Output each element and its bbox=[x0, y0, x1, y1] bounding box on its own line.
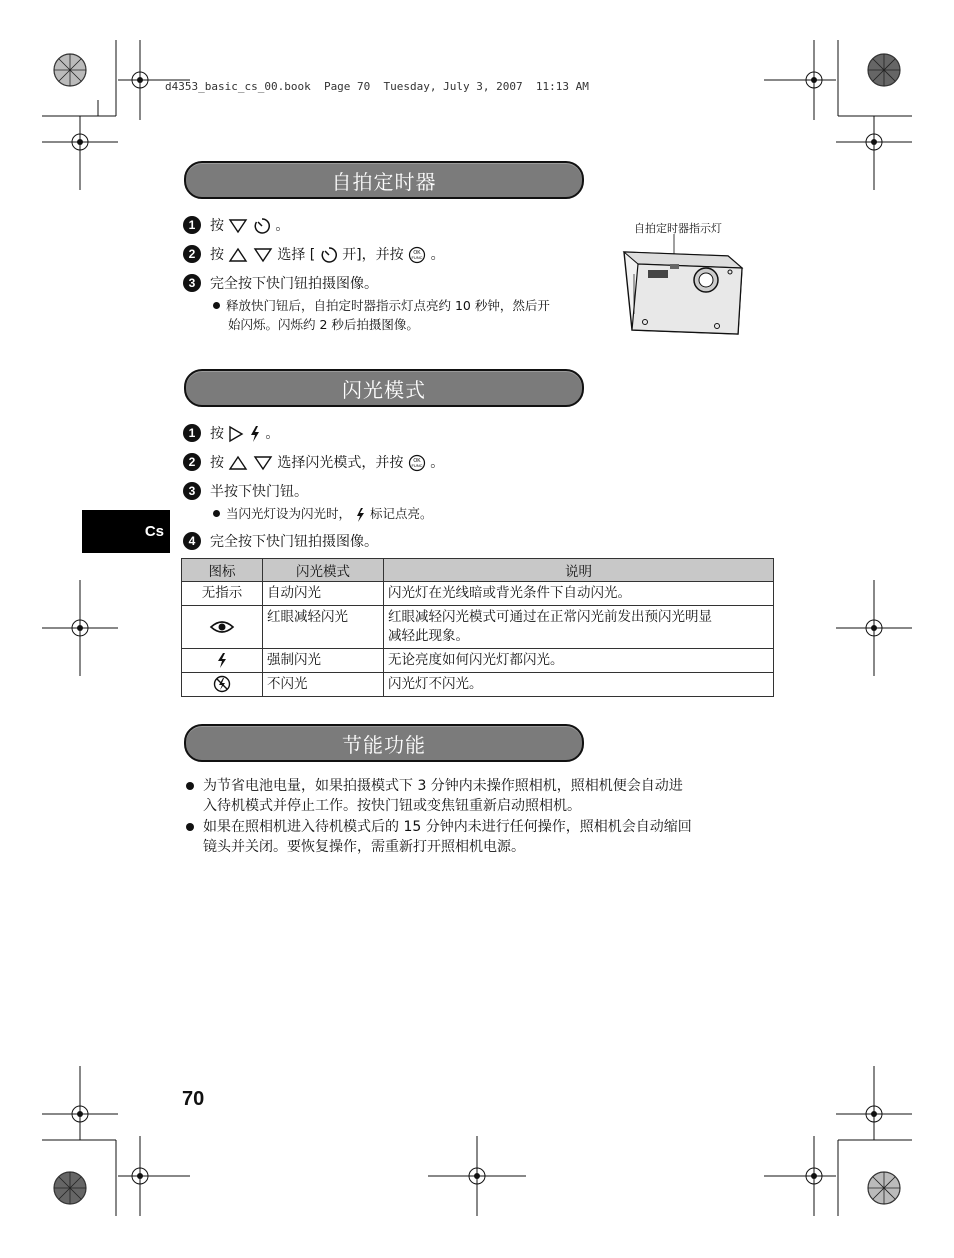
table-cell-icon bbox=[182, 649, 263, 673]
power-save-bullet-2: 如果在照相机进入待机模式后的 15 分钟内未进行任何操作，照相机会自动缩回 镜头并关闭。要恢复操作，需重新打开照相机电源。 bbox=[184, 817, 778, 857]
self-timer-icon bbox=[320, 246, 338, 264]
flash-icon bbox=[216, 652, 228, 669]
flash-step-1: 1 按 。 bbox=[183, 423, 279, 443]
up-arrow-icon bbox=[228, 455, 248, 471]
section-title-power-save: 节能功能 bbox=[184, 724, 584, 762]
flash-step-4: 4 完全按下快门钮拍摄图像。 bbox=[183, 531, 378, 551]
table-row bbox=[182, 649, 774, 673]
table-row bbox=[182, 582, 774, 606]
step-number: 4 bbox=[183, 532, 201, 550]
table-header-row bbox=[182, 559, 774, 582]
flash-icon bbox=[355, 507, 366, 523]
self-timer-step-3: 3 完全按下快门钮拍摄图像。 bbox=[183, 273, 378, 293]
table-cell-mode: 红眼减轻闪光 bbox=[263, 606, 384, 649]
ok-func-button-icon bbox=[408, 454, 426, 472]
right-arrow-icon bbox=[228, 425, 244, 443]
camera-illustration bbox=[618, 234, 748, 338]
step-number: 1 bbox=[183, 424, 201, 442]
down-arrow-icon bbox=[253, 455, 273, 471]
table-cell-mode: 自动闪光 bbox=[263, 582, 384, 606]
flash-mode-table bbox=[181, 558, 774, 697]
table-cell-desc: 无论亮度如何闪光灯都闪光。 bbox=[384, 649, 774, 673]
table-cell-icon bbox=[182, 606, 263, 649]
table-row bbox=[182, 606, 774, 649]
table-header: 闪光模式 bbox=[263, 559, 384, 582]
flash-off-icon bbox=[213, 675, 231, 693]
self-timer-step-1: 1 按 。 bbox=[183, 215, 289, 235]
flash-step-3: 3 半按下快门钮。 bbox=[183, 481, 308, 501]
table-header: 图标 bbox=[182, 559, 263, 582]
svg-text:OK: OK bbox=[413, 458, 421, 464]
red-eye-icon bbox=[209, 619, 235, 635]
book-info-header: d4353_basic_cs_00.book Page 70 Tuesday, July 3, 2007 11:13 AM bbox=[165, 80, 589, 93]
table-cell-desc: 闪光灯不闪光。 bbox=[384, 673, 774, 697]
table-header: 说明 bbox=[384, 559, 774, 582]
self-timer-icon bbox=[253, 217, 271, 235]
step-number: 2 bbox=[183, 245, 201, 263]
step-number: 2 bbox=[183, 453, 201, 471]
self-timer-step-2: 2 按 选择 [ 开]，并按 OK FUNC 。 bbox=[183, 244, 445, 264]
section-title-flash-mode: 闪光模式 bbox=[184, 369, 584, 407]
table-cell-icon: 无指示 bbox=[182, 582, 263, 606]
section-title-self-timer: 自拍定时器 bbox=[184, 161, 584, 199]
page-number: 70 bbox=[182, 1088, 205, 1110]
self-timer-lamp-label: 自拍定时器指示灯 bbox=[634, 222, 722, 235]
step-number: 3 bbox=[183, 482, 201, 500]
ok-func-button-icon bbox=[408, 246, 426, 264]
table-cell-desc: 闪光灯在光线暗或背光条件下自动闪光。 bbox=[384, 582, 774, 606]
table-cell-desc: 红眼减轻闪光模式可通过在正常闪光前发出预闪光明显 减轻此现象。 bbox=[384, 606, 774, 649]
up-arrow-icon bbox=[228, 247, 248, 263]
svg-text:FUNC: FUNC bbox=[411, 255, 423, 260]
table-cell-mode: 强制闪光 bbox=[263, 649, 384, 673]
table-cell-mode: 不闪光 bbox=[263, 673, 384, 697]
table-row bbox=[182, 673, 774, 697]
down-arrow-icon bbox=[253, 247, 273, 263]
step-number: 3 bbox=[183, 274, 201, 292]
language-tab-cs: Cs bbox=[82, 510, 170, 553]
svg-text:FUNC: FUNC bbox=[411, 463, 423, 468]
power-save-bullet-1: 为节省电池电量，如果拍摄模式下 3 分钟内未操作照相机，照相机便会自动进 入待机模式并停止工作。按快门钮或变焦钮重新启动照相机。 bbox=[184, 776, 778, 816]
down-arrow-icon bbox=[228, 218, 248, 234]
step-number: 1 bbox=[183, 216, 201, 234]
flash-icon bbox=[249, 425, 261, 443]
self-timer-note: 释放快门钮后，自拍定时器指示灯点亮约 10 秒钟，然后开 始闪烁。闪烁约 2 秒后拍摄图像。 bbox=[213, 296, 550, 334]
flash-step-2: 2 按 选择闪光模式，并按 OK FUNC 。 bbox=[183, 452, 444, 472]
flash-note: 当闪光灯设为闪光时， 标记点亮。 bbox=[213, 504, 433, 523]
table-cell-icon bbox=[182, 673, 263, 697]
svg-text:OK: OK bbox=[413, 250, 421, 256]
